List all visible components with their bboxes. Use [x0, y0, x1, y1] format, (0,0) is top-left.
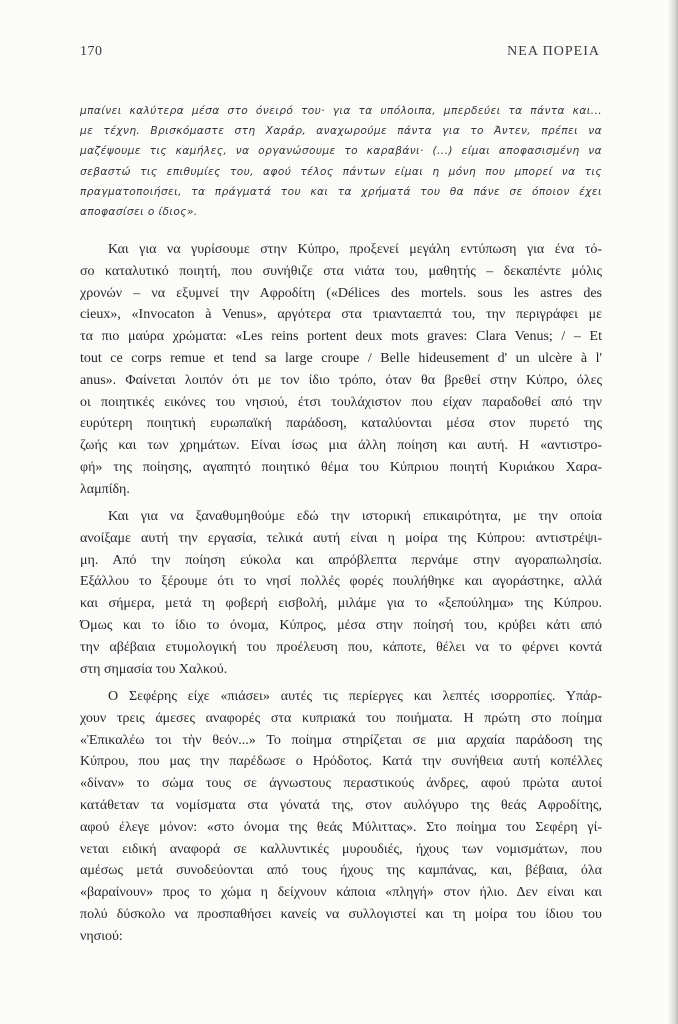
paragraph [80, 239, 602, 501]
text-line: αμέσως μετά συνοδεύονται από τους ήχους της καμπάνας, και, βέβαια, όλα [80, 863, 602, 879]
text-line: ζωής και των χρημάτων. Είναι ίσως μια άλλη ποίηση και αυτή. Η «αντιστρο- [80, 438, 602, 454]
text-line: κατάθεταν τα νομίσματα στα γόνατά της, στον αυλόγυρο της θεάς Αφροδίτης, [80, 797, 602, 813]
text-line: ευρύτερη ποιητική ευρωπαϊκή παράδοση, καταλύονται μέσα στον πυρετό της [80, 416, 602, 432]
text-line: νησιού: [80, 928, 123, 944]
text-line: και σήμερα, μετά τη φοβερή εισβολή, μιλάμε για το «ξεπούλημα» της Κύπρου. [80, 596, 602, 612]
quote-line: μπαίνει καλύτερα μέσα στο όνειρό του· για τα υπόλοιπα, μπερδεύει τα πάντα και... [80, 105, 602, 117]
text-line: φή» της ποίησης, αγαπητό ποιητικό θέμα του Κύπριου ποιητή Κυριάκου Χαρα- [80, 459, 602, 475]
text-line: Και για να γυρίσουμε στην Κύπρο, προξενεί μεγάλη εντύπωση για ένα τό- [108, 242, 602, 257]
text-line: οι ποιητικές εικόνες του νησιού, έτσι τουλάχιστον που είχαν παραδοθεί από την [80, 394, 602, 410]
text-line: την αβέβαια ετυμολογική του προέλευση που, κάποτε, θέλει να το φέρνει κοντά [80, 639, 602, 655]
text-line: τα πιο μαύρα χρώματα: «Les reins portent deux mots graves: Clara Venus; / – Et [80, 329, 602, 345]
running-title: ΝΕΑ ΠΟΡΕΙΑ [507, 44, 600, 59]
page-header [80, 44, 600, 66]
text-line: πολύ δύσκολο να προσπαθήσει κανείς να συλλογιστεί και τη μοίρα του ίδιου του [80, 906, 602, 922]
quote-line: μαζέψουμε τις καμήλες, να οργανώσουμε το καραβάνι· (...) είμαι αποφασισμένη να [80, 145, 602, 158]
text-line: λαμπίδη. [80, 481, 130, 497]
text-line: αφού έλεγε μόνον: «στο όνομα της θεάς Μύλιττας». Στο ποίημα του Σεφέρη γί- [80, 819, 602, 835]
text-line: «Ἐπικαλέω τοι τὴν θεόν...» Το ποίημα στηρίζεται σε μια αρχαία παράδοση της [80, 732, 602, 748]
text-line: μη. Από την ποίηση εύκολα και απρόβλεπτα περνάμε στην αγοραπωλησία. [80, 552, 602, 568]
text-line: Κύπρου, που μας την παρέδωσε ο Ηρόδοτος. Κατά την συνήθεια αυτή κοπέλλες [80, 754, 602, 770]
text-line: στη σημασία του Χαλκού. [80, 661, 228, 677]
text-line: cieux», «Invocaton à Venus», αργότερα στα τριανταεπτά του, την περιγράφει με [80, 307, 602, 323]
paragraph [80, 506, 602, 680]
quote-line: με τέχνη. Βρισκόμαστε στη Χαράρ, αναχωρούμε πάντα για το Άντεν, πρέπει να [80, 125, 602, 138]
paragraph [80, 686, 602, 948]
text-line: anus». Φαίνεται λοιπόν ότι με τον ίδιο τρόπο, όταν θα βρεθεί στην Κύπρο, όλες [80, 372, 602, 388]
quote-line: σεβαστώ τις επιθυμίες του, αφού τέλος πάντων είμαι η μόνη που μπορεί να τις [80, 165, 602, 178]
page-edge-shadow [668, 0, 678, 1024]
quote-line: πραγματοποιήσει, τα πράγματά του και τα χρήματά του θα πάνε σε όποιον έχει [80, 185, 602, 198]
text-line: tout ce corps remue et tend sa large croupe / Belle hideusement d' un ulcère à l' [80, 350, 602, 366]
text-line: ανοίξαμε αυτή την εργασία, τελικά αυτή είναι η μοίρα της Κύπρου: αντιστρέψι- [80, 530, 602, 546]
text-line: Όμως και το ίδιο το όνομα, Κύπρος, μέσα στην ποίησή του, κρύβει κάτι από [80, 617, 602, 633]
text-line: Ο Σεφέρης είχε «πιάσει» αυτές τις περίεργες και λεπτές ισορροπίες. Υπάρ- [108, 689, 602, 704]
block-quote [80, 101, 602, 222]
text-line: νεται ειδική αναφορά σε καλλυντικές μυρουδιές, ήχους των νομισμάτων, που [80, 841, 602, 857]
quote-line: αποφασίσει ο ίδιος». [80, 206, 198, 219]
text-line: «δίναν» το σώμα τους σε άγνωστους περαστικούς άνδρες, αφού πρώτα αυτοί [80, 776, 602, 792]
page-number: 170 [80, 44, 103, 59]
text-line: σο καταλυτικό ποιητή, που συνήθιζε στα νιάτα του, μαθητής – δεκαπέντε μόλις [80, 263, 602, 279]
text-line: χουν τρεις άμεσες αναφορές στα κυπριακά του ποιήματα. Η πρώτη στο ποίημα [80, 710, 602, 726]
text-line: χρονών – να εξυμνεί την Αφροδίτη («Délices des mortels. sous les astres des [80, 285, 602, 301]
text-line: Εξάλλου το ξέρουμε ότι το νησί πολλές φορές πουλήθηκε και αγοράστηκε, αλλά [80, 574, 602, 590]
text-line: Και για να ξαναθυμηθούμε εδώ την ιστορική επικαιρότητα, με την οποία [108, 509, 602, 524]
text-line: «βαραίνουν» προς το χώμα η δείχνουν κάποια «πληγή» στον ήλιο. Δεν είναι και [80, 885, 602, 901]
